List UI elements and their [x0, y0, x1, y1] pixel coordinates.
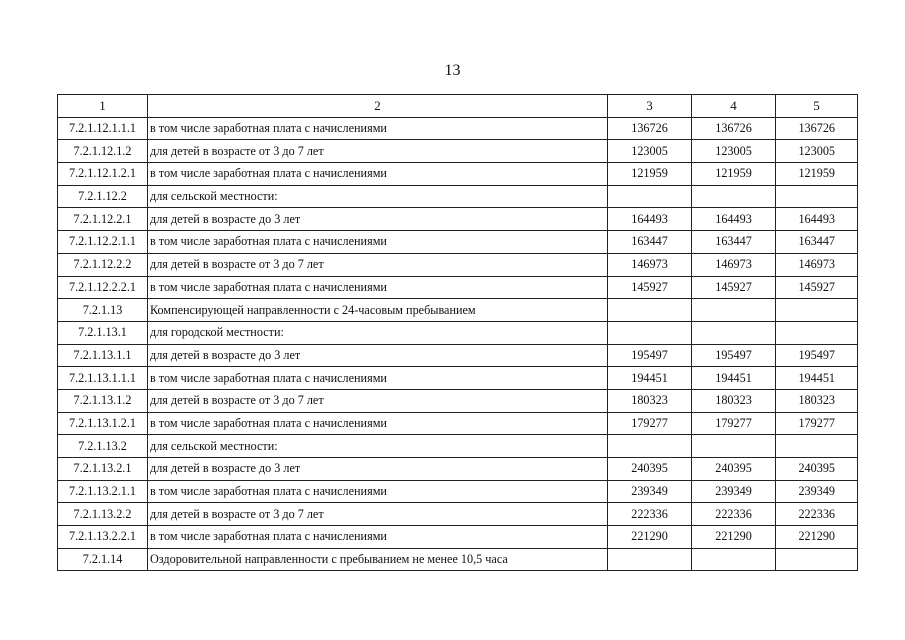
table-header: [58, 95, 858, 118]
row-name-cell: в том числе заработная плата с начислениями: [148, 163, 608, 186]
row-name-cell: для детей в возрасте до 3 лет: [148, 458, 608, 481]
row-value-1-cell: 195497: [608, 344, 692, 367]
row-value-2-cell: 222336: [692, 503, 776, 526]
row-value-1-cell: 136726: [608, 117, 692, 140]
row-value-2-cell: 163447: [692, 231, 776, 254]
column-header-value-2: 4: [692, 95, 776, 118]
row-value-2-cell: 180323: [692, 389, 776, 412]
row-code-cell: 7.2.1.12.1.2.1: [58, 163, 148, 186]
row-code-cell: 7.2.1.12.2.1: [58, 208, 148, 231]
row-value-2-cell: [692, 185, 776, 208]
row-code-cell: 7.2.1.12.2.2.1: [58, 276, 148, 299]
row-code-cell: 7.2.1.13: [58, 299, 148, 322]
column-header-code: 1: [58, 95, 148, 118]
table-row: [58, 185, 858, 208]
row-name-cell: Оздоровительной направленности с пребыванием не менее 10,5 часа: [148, 548, 608, 571]
row-name-cell: в том числе заработная плата с начислениями: [148, 231, 608, 254]
header-row: [58, 95, 858, 118]
table-row: [58, 412, 858, 435]
page-number: 13: [444, 62, 461, 79]
row-value-2-cell: 146973: [692, 253, 776, 276]
row-name-cell: для сельской местности:: [148, 185, 608, 208]
row-value-1-cell: 239349: [608, 480, 692, 503]
table-row: [58, 458, 858, 481]
row-value-3-cell: 179277: [776, 412, 858, 435]
row-value-2-cell: 123005: [692, 140, 776, 163]
table-row: [58, 299, 858, 322]
row-value-1-cell: 221290: [608, 526, 692, 549]
row-name-cell: в том числе заработная плата с начислениями: [148, 526, 608, 549]
data-table: [57, 94, 858, 571]
row-name-cell: Компенсирующей направленности с 24-часовым пребыванием: [148, 299, 608, 322]
table-row: [58, 163, 858, 186]
row-code-cell: 7.2.1.13.1.2.1: [58, 412, 148, 435]
table-row: [58, 435, 858, 458]
row-value-3-cell: 195497: [776, 344, 858, 367]
row-code-cell: 7.2.1.13.2.2: [58, 503, 148, 526]
table-row: [58, 117, 858, 140]
row-code-cell: 7.2.1.13.1.1: [58, 344, 148, 367]
row-value-3-cell: 163447: [776, 231, 858, 254]
table-row: [58, 140, 858, 163]
row-code-cell: 7.2.1.12.2: [58, 185, 148, 208]
column-header-value-1: 3: [608, 95, 692, 118]
row-value-1-cell: 164493: [608, 208, 692, 231]
row-name-cell: для детей в возрасте от 3 до 7 лет: [148, 389, 608, 412]
row-value-3-cell: 239349: [776, 480, 858, 503]
row-name-cell: в том числе заработная плата с начислениями: [148, 117, 608, 140]
table-row: [58, 344, 858, 367]
row-code-cell: 7.2.1.13.1.1.1: [58, 367, 148, 390]
row-name-cell: в том числе заработная плата с начислениями: [148, 276, 608, 299]
row-value-1-cell: [608, 299, 692, 322]
row-value-3-cell: [776, 185, 858, 208]
table-row: [58, 276, 858, 299]
row-name-cell: для городской местности:: [148, 321, 608, 344]
row-value-3-cell: [776, 321, 858, 344]
row-name-cell: для детей в возрасте до 3 лет: [148, 208, 608, 231]
row-value-1-cell: 145927: [608, 276, 692, 299]
row-value-2-cell: 221290: [692, 526, 776, 549]
table-row: [58, 526, 858, 549]
row-value-1-cell: 222336: [608, 503, 692, 526]
row-value-3-cell: 222336: [776, 503, 858, 526]
row-value-3-cell: 180323: [776, 389, 858, 412]
table-body: [58, 117, 858, 571]
row-name-cell: для детей в возрасте от 3 до 7 лет: [148, 503, 608, 526]
table-row: [58, 503, 858, 526]
row-value-1-cell: [608, 548, 692, 571]
row-value-1-cell: 146973: [608, 253, 692, 276]
row-value-1-cell: [608, 435, 692, 458]
row-name-cell: для детей в возрасте от 3 до 7 лет: [148, 140, 608, 163]
row-value-3-cell: 164493: [776, 208, 858, 231]
table-row: [58, 208, 858, 231]
row-name-cell: для детей в возрасте от 3 до 7 лет: [148, 253, 608, 276]
row-value-3-cell: [776, 299, 858, 322]
column-header-value-3: 5: [776, 95, 858, 118]
row-value-1-cell: 163447: [608, 231, 692, 254]
row-value-2-cell: 240395: [692, 458, 776, 481]
row-value-1-cell: 123005: [608, 140, 692, 163]
table-row: [58, 367, 858, 390]
row-value-3-cell: 146973: [776, 253, 858, 276]
row-code-cell: 7.2.1.12.1.2: [58, 140, 148, 163]
row-value-2-cell: 136726: [692, 117, 776, 140]
row-code-cell: 7.2.1.12.2.1.1: [58, 231, 148, 254]
row-name-cell: для детей в возрасте до 3 лет: [148, 344, 608, 367]
row-code-cell: 7.2.1.13.2.1: [58, 458, 148, 481]
row-value-1-cell: 240395: [608, 458, 692, 481]
column-header-name: 2: [148, 95, 608, 118]
row-value-1-cell: 121959: [608, 163, 692, 186]
row-name-cell: для сельской местности:: [148, 435, 608, 458]
row-value-1-cell: 179277: [608, 412, 692, 435]
row-value-2-cell: [692, 435, 776, 458]
row-value-1-cell: 180323: [608, 389, 692, 412]
table-row: [58, 321, 858, 344]
row-name-cell: в том числе заработная плата с начислениями: [148, 480, 608, 503]
row-name-cell: в том числе заработная плата с начислениями: [148, 412, 608, 435]
row-value-2-cell: [692, 548, 776, 571]
table-row: [58, 231, 858, 254]
table-row: [58, 253, 858, 276]
row-code-cell: 7.2.1.13.1.2: [58, 389, 148, 412]
row-value-2-cell: 121959: [692, 163, 776, 186]
row-value-2-cell: 239349: [692, 480, 776, 503]
row-value-2-cell: 164493: [692, 208, 776, 231]
row-value-3-cell: 136726: [776, 117, 858, 140]
row-code-cell: 7.2.1.13.2.1.1: [58, 480, 148, 503]
row-code-cell: 7.2.1.12.1.1.1: [58, 117, 148, 140]
table-row: [58, 548, 858, 571]
row-code-cell: 7.2.1.12.2.2: [58, 253, 148, 276]
row-value-2-cell: 194451: [692, 367, 776, 390]
row-value-1-cell: 194451: [608, 367, 692, 390]
row-value-3-cell: 194451: [776, 367, 858, 390]
row-value-2-cell: [692, 299, 776, 322]
row-value-3-cell: 121959: [776, 163, 858, 186]
row-value-1-cell: [608, 185, 692, 208]
row-value-3-cell: 123005: [776, 140, 858, 163]
row-value-3-cell: 221290: [776, 526, 858, 549]
row-value-2-cell: [692, 321, 776, 344]
table-row: [58, 389, 858, 412]
table-row: [58, 480, 858, 503]
row-code-cell: 7.2.1.13.2: [58, 435, 148, 458]
row-code-cell: 7.2.1.14: [58, 548, 148, 571]
row-value-3-cell: 240395: [776, 458, 858, 481]
row-code-cell: 7.2.1.13.1: [58, 321, 148, 344]
row-value-2-cell: 195497: [692, 344, 776, 367]
row-value-2-cell: 179277: [692, 412, 776, 435]
row-name-cell: в том числе заработная плата с начислениями: [148, 367, 608, 390]
row-value-1-cell: [608, 321, 692, 344]
row-value-3-cell: [776, 548, 858, 571]
row-value-3-cell: [776, 435, 858, 458]
row-code-cell: 7.2.1.13.2.2.1: [58, 526, 148, 549]
row-value-3-cell: 145927: [776, 276, 858, 299]
row-value-2-cell: 145927: [692, 276, 776, 299]
